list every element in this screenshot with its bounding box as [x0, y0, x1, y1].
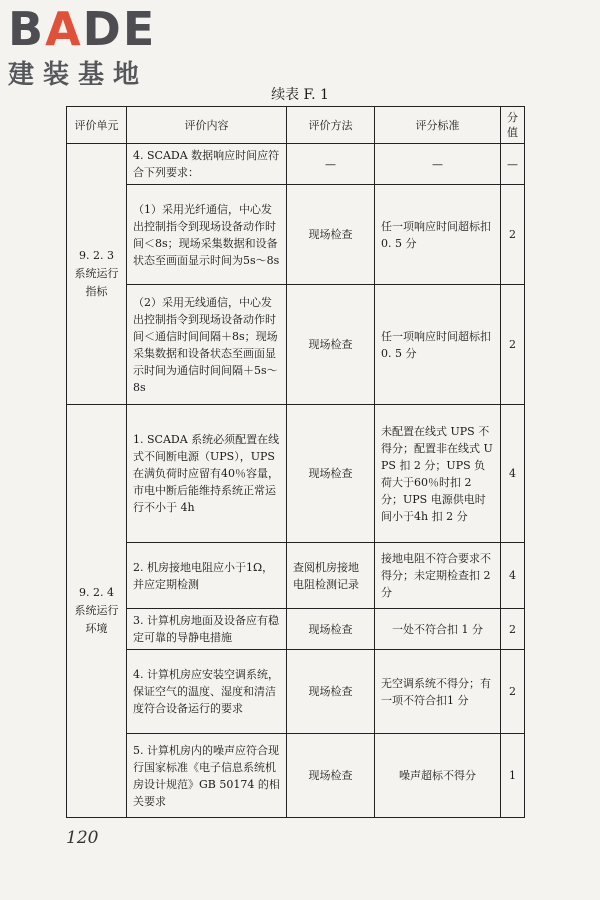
content-cell: 4. 计算机房应安装空调系统，保证空气的温度、湿度和清洁度符合设备运行的要求	[127, 650, 287, 734]
content-cell: 2. 机房接地电阻应小于1Ω，并应定期检测	[127, 543, 287, 609]
score-cell: 2	[501, 185, 525, 285]
header-method: 评价方法	[287, 107, 375, 144]
table-row	[67, 650, 525, 734]
standard-cell: 接地电阻不符合要求不得分；未定期检查扣 2 分	[375, 543, 501, 609]
score-cell: —	[501, 144, 525, 185]
logo-wordmark: BADE	[8, 2, 157, 56]
standard-cell: 噪声超标不得分	[375, 734, 501, 818]
bade-logo	[8, 2, 178, 91]
table-row	[67, 543, 525, 609]
method-cell: 现场检查	[287, 734, 375, 818]
standard-cell: 任一项响应时间超标扣 0. 5 分	[375, 285, 501, 405]
method-cell: 现场检查	[287, 405, 375, 543]
standard-cell: 任一项响应时间超标扣 0. 5 分	[375, 185, 501, 285]
score-cell: 2	[501, 609, 525, 650]
method-cell: 现场检查	[287, 185, 375, 285]
header-content: 评价内容	[127, 107, 287, 144]
score-cell: 1	[501, 734, 525, 818]
score-cell: 4	[501, 543, 525, 609]
standard-cell: 无空调系统不得分；有一项不符合扣1 分	[375, 650, 501, 734]
header-unit: 评价单元	[67, 107, 127, 144]
score-cell: 4	[501, 405, 525, 543]
content-cell: 4. SCADA 数据响应时间应符合下列要求：	[127, 144, 287, 185]
table-header-row	[67, 107, 525, 144]
method-cell: 现场检查	[287, 650, 375, 734]
content-cell: 5. 计算机房内的噪声应符合现行国家标准《电子信息系统机房设计规范》GB 50174 的相关要求	[127, 734, 287, 818]
table-row	[67, 185, 525, 285]
score-cell: 2	[501, 285, 525, 405]
logo-subtitle: 建装基地	[8, 60, 149, 90]
table-row	[67, 405, 525, 543]
page-number: 120	[66, 828, 99, 848]
score-cell: 2	[501, 650, 525, 734]
table-row	[67, 144, 525, 185]
content-cell: （1）采用光纤通信，中心发出控制指令到现场设备动作时间＜8s；现场采集数据和设备状态至画面显示时间为5s～8s	[127, 185, 287, 285]
table-row	[67, 734, 525, 818]
standard-cell: —	[375, 144, 501, 185]
method-cell: 查阅机房接地电阻检测记录	[287, 543, 375, 609]
table-row	[67, 285, 525, 405]
table-caption: 续表 F. 1	[271, 87, 329, 103]
evaluation-table	[66, 106, 525, 818]
table-row	[67, 609, 525, 650]
header-standard: 评分标准	[375, 107, 501, 144]
content-cell: 1. SCADA 系统必须配置在线式不间断电源（UPS），UPS 在满负荷时应留有40％容量，市电中断后能维持系统正常运行不小于 4h	[127, 405, 287, 543]
method-cell: —	[287, 144, 375, 185]
method-cell: 现场检查	[287, 609, 375, 650]
content-cell: （2）采用无线通信，中心发出控制指令到现场设备动作时间＜通信时间间隔＋8s；现场采集数据和设备状态至画面显示时间为通信时间间隔＋5s～8s	[127, 285, 287, 405]
unit-cell-9-2-3: 9. 2. 3 系统运行指标	[67, 144, 127, 405]
header-score: 分值	[501, 107, 525, 144]
standard-cell: 一处不符合扣 1 分	[375, 609, 501, 650]
standard-cell: 未配置在线式 UPS 不得分；配置非在线式 UPS 扣 2 分；UPS 负荷大于60％时扣 2 分；UPS 电源供电时间小于4h 扣 2 分	[375, 405, 501, 543]
method-cell: 现场检查	[287, 285, 375, 405]
unit-cell-9-2-4: 9. 2. 4 系统运行环境	[67, 405, 127, 818]
content-cell: 3. 计算机房地面及设备应有稳定可靠的导静电措施	[127, 609, 287, 650]
